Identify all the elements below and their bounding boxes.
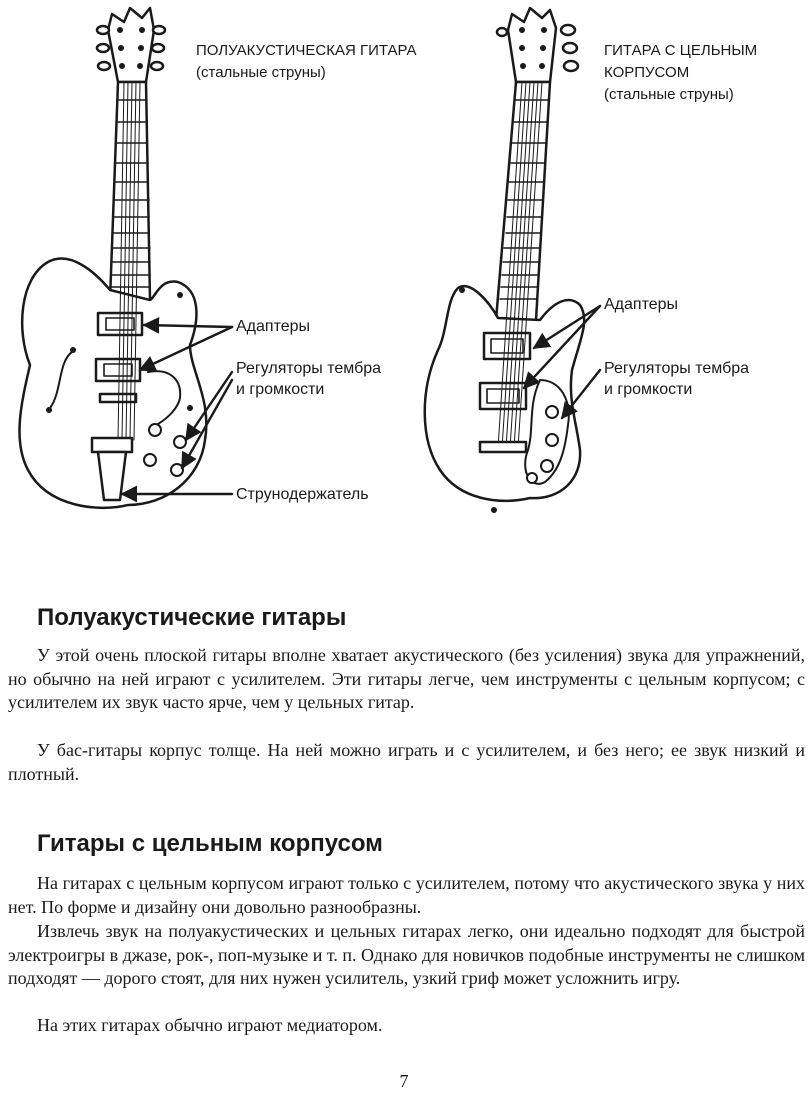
body-paragraph: У бас-гитары корпус толще. На ней можно играть и с усилителем, и без него; ее звук низкий и плотный. [8, 740, 805, 784]
callout-line: и громкости [604, 381, 693, 398]
controls-callout-left [236, 358, 381, 400]
callout-line: Регуляторы тембра [604, 360, 750, 377]
controls-callout-right [604, 358, 749, 400]
solid-body-guitar-drawing [425, 8, 600, 513]
section-heading-solid-body: Гитары с цельным корпусом [37, 830, 383, 857]
section-heading-semi-acoustic: Полуакустические гитары [37, 604, 347, 631]
solid-body-guitar-title [604, 40, 757, 106]
callout-line: и громкости [236, 381, 325, 398]
figure-title-line: (стальные струны) [196, 64, 326, 81]
figure-title-line: КОРПУСОМ [604, 64, 690, 81]
body-paragraph: На этих гитарах обычно играют медиатором. [37, 1015, 383, 1035]
figure-title-line: (стальные струны) [604, 86, 734, 103]
page-number: 7 [399, 1071, 409, 1091]
tailpiece-callout: Струнодержатель [236, 486, 369, 503]
body-paragraph: На гитарах с цельным корпусом играют только с усилителем, потому что акустического звука у них нет. По форме и дизайну они довольно разнообразны. [8, 873, 805, 917]
semi-acoustic-guitar-title [196, 40, 417, 84]
body-paragraph: Извлечь звук на полуакустических и цельных гитарах легко, они идеально подходят для быстрой электроигры в джазе, рок-, поп-музыке и т. п. Однако для новичков подобные инструменты не слишком подходят — дорого стоят, для них нужен усилитель, узкий гриф может усложнить игру. [8, 921, 805, 989]
figure-title-line: ГИТАРА С ЦЕЛЬНЫМ [604, 42, 758, 59]
figure-title-line: ПОЛУАКУСТИЧЕСКАЯ ГИТАРА [196, 42, 417, 59]
callout-line: Регуляторы тембра [236, 360, 382, 377]
pickups-callout-right: Адаптеры [604, 296, 679, 313]
body-paragraph: У этой очень плоской гитары вполне хватает акустического (без усиления) звука для упражнений, но обычно на ней играют с усилителем. Эти гитары легче, чем инструменты с цельным корпусом; с усилителем их звук часто ярче, чем у цельных гитар. [8, 645, 805, 713]
pickups-callout-left: Адаптеры [236, 318, 311, 335]
